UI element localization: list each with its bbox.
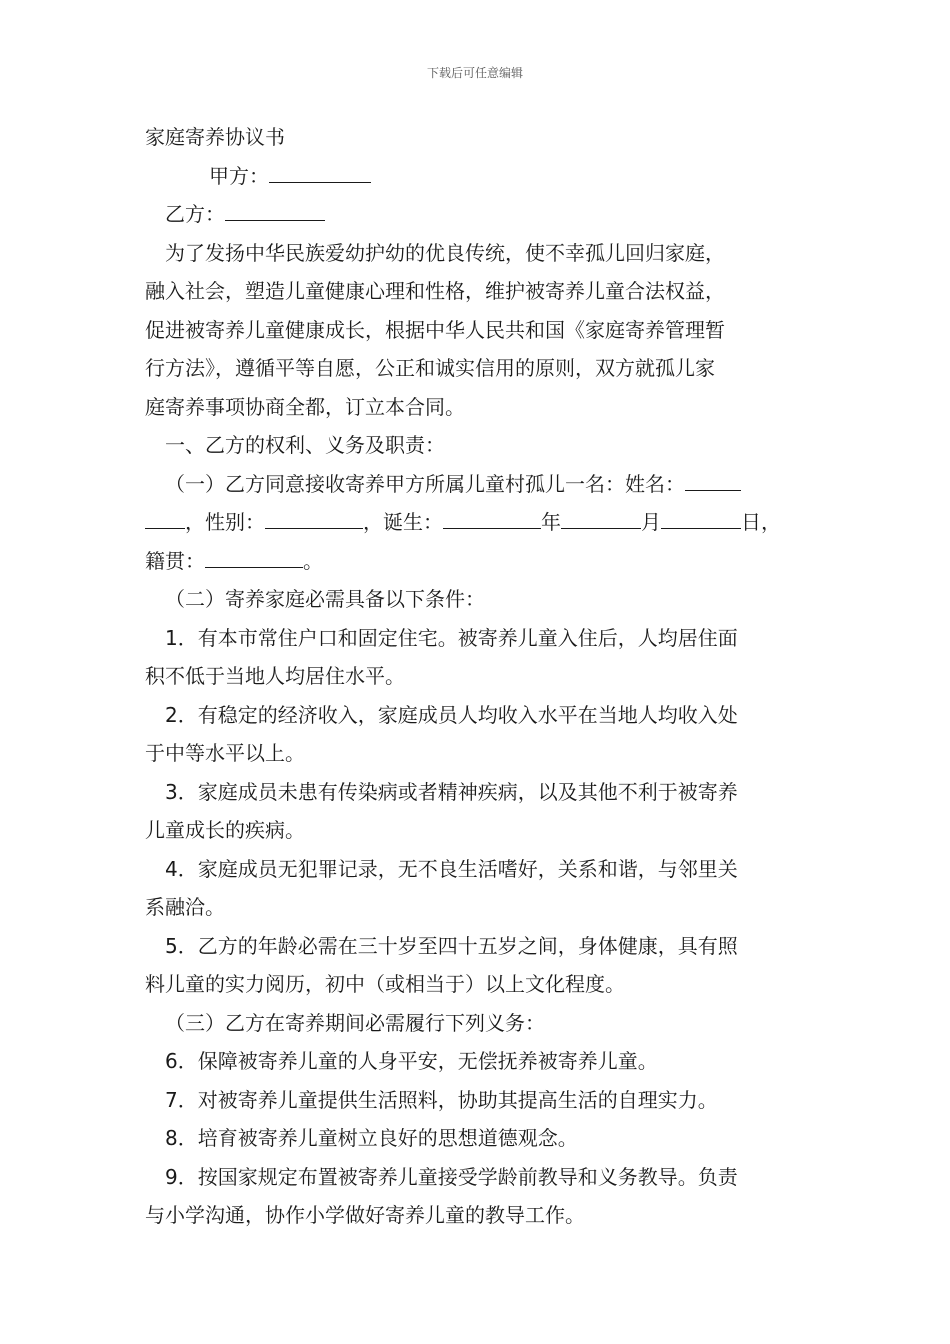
- item-1-text: （一）乙方同意接收寄养甲方所属儿童村孤儿一名：姓名：: [165, 471, 685, 496]
- duty-line: 8．培育被寄养儿童树立良好的思想道德观念。: [165, 1126, 578, 1150]
- duty-line: 7．对被寄养儿童提供生活照料，协助其提高生活的自理实力。: [165, 1087, 718, 1112]
- duties-heading: （三）乙方在寄养期间必需履行下列义务：: [165, 1010, 545, 1035]
- native-place-line: [145, 542, 817, 581]
- native-place-label: 籍贯：: [145, 548, 205, 573]
- native-place-end: 。: [303, 548, 323, 573]
- gender-label: ，性别：: [185, 510, 265, 534]
- party-a-line: [145, 157, 817, 196]
- birth-month-blank: [561, 506, 641, 529]
- party-b-blank: [225, 198, 325, 221]
- party-b-label: 乙方：: [165, 202, 225, 226]
- condition-line: 儿童成长的疾病。: [145, 818, 305, 842]
- birth-year-blank: [443, 506, 541, 529]
- intro-line: 行方法》，遵循平等自愿，公正和诚实信用的原则，双方就孤儿家: [145, 356, 715, 380]
- page-header-note: 下载后可任意编辑: [426, 66, 523, 80]
- duty-line: 6．保障被寄养儿童的人身平安，无偿抚养被寄养儿童。: [165, 1049, 658, 1073]
- birth-label: ，诞生：: [363, 510, 443, 534]
- day-label: 日，: [741, 510, 781, 534]
- conditions-heading: （二）寄养家庭必需具备以下条件：: [165, 587, 485, 611]
- item-1-line-2: [145, 503, 817, 542]
- party-a-label: 甲方：: [209, 163, 269, 188]
- document-body: [145, 118, 817, 1235]
- name-blank-continued: [145, 506, 185, 529]
- condition-line: 5．乙方的年龄必需在三十岁至四十五岁之间，身体健康，具有照: [165, 933, 738, 958]
- party-a-blank: [269, 160, 371, 183]
- birth-day-blank: [661, 506, 741, 529]
- name-blank: [685, 468, 741, 491]
- condition-line: 料儿童的实力阅历，初中（或相当于）以上文化程度。: [145, 972, 625, 996]
- intro-line: 为了发扬中华民族爱幼护幼的优良传统，使不幸孤儿回归家庭，: [165, 240, 725, 265]
- intro-line: 庭寄养事项协商全都，订立本合同。: [145, 394, 465, 419]
- item-1-line: [145, 465, 817, 504]
- condition-line: 4．家庭成员无犯罪记录，无不良生活嗜好，关系和谐，与邻里关: [165, 856, 738, 881]
- year-label: 年: [541, 510, 561, 534]
- duty-line: 9．按国家规定布置被寄养儿童接受学龄前教导和义务教导。负责: [165, 1164, 738, 1189]
- condition-line: 系融洽。: [145, 895, 225, 919]
- condition-line: 于中等水平以上。: [145, 741, 305, 765]
- condition-line: 2．有稳定的经济收入，家庭成员人均收入水平在当地人均收入处: [165, 702, 738, 727]
- section-1-heading: 一、乙方的权利、义务及职责：: [165, 433, 445, 457]
- condition-line: 3．家庭成员未患有传染病或者精神疾病，以及其他不利于被寄养: [165, 779, 738, 804]
- intro-line: 融入社会，塑造儿童健康心理和性格，维护被寄养儿童合法权益，: [145, 279, 725, 303]
- intro-line: 促进被寄养儿童健康成长，根据中华人民共和国《家庭寄养管理暂: [145, 317, 725, 342]
- native-place-blank: [205, 545, 303, 568]
- month-label: 月: [641, 510, 661, 534]
- condition-line: 1．有本市常住户口和固定住宅。被寄养儿童入住后，人均居住面: [165, 625, 738, 650]
- document-title: 家庭寄养协议书: [145, 125, 285, 149]
- duty-line: 与小学沟通，协作小学做好寄养儿童的教导工作。: [145, 1203, 585, 1227]
- gender-blank: [265, 506, 363, 529]
- party-b-line: [145, 195, 817, 234]
- condition-line: 积不低于当地人均居住水平。: [145, 664, 405, 688]
